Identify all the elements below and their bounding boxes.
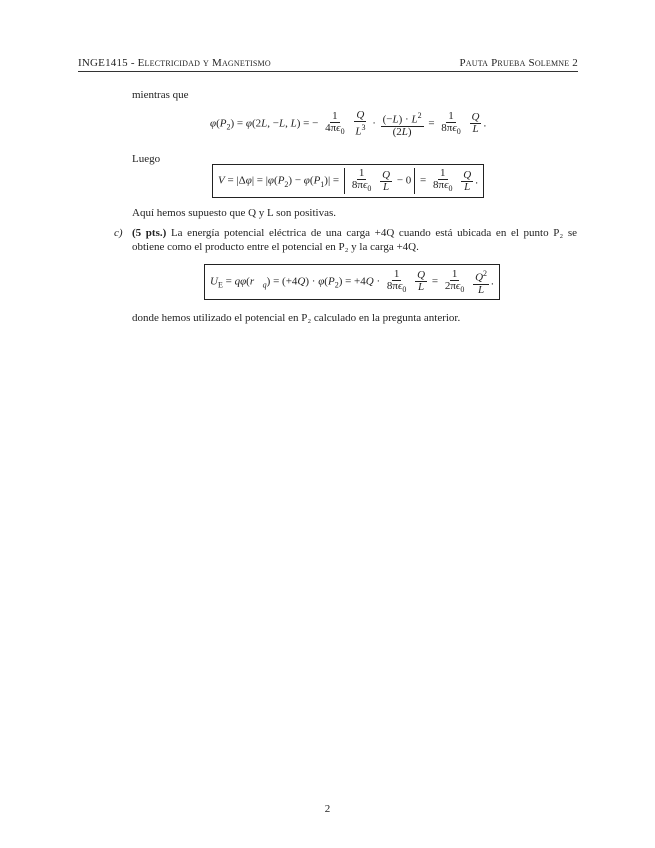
page-header [78, 57, 578, 72]
course-title: INGE1415 - Electricidad y Magnetismo [78, 57, 271, 69]
equation-phi-p2-text: $\varphi(P_2) = \varphi(2L$, −L, L) = − $\frac{1}{4\pi\epsilon_0}$ $\frac{Q}{L^3}$ · $\frac{(-L) \cdot L^2}{(2L)}$ = $\frac{1}{8\pi\epsilon_0}$ $\frac{Q}{L}$ . [210, 109, 487, 138]
closing-text: donde hemos utilizado el potencial en P₂ calculado en la pregunta anterior. [132, 312, 461, 324]
equation-energy-box [204, 264, 500, 300]
document-title: Pauta Prueba Solemne 2 [459, 57, 578, 69]
item-c [114, 226, 577, 254]
equation-voltage-box [212, 164, 484, 198]
item-c-points: (5 pts.) [132, 227, 167, 239]
equation-phi-p2 [210, 110, 486, 138]
intro-text: mientras que [132, 89, 189, 101]
equation-voltage-text: $V = |\Delta\varphi| = |\varphi(P_2) - \varphi(P_1)|$ = $\frac{1}{8\pi\epsilon_0}$ $\frac{Q}{L}$ − 0 = $\frac{1}{8\pi\epsilon_0}$ $\frac{Q}{L}$ . [218, 167, 478, 194]
luego-text: Luego [132, 153, 161, 165]
assumption-text: Aquí hemos supuesto que Q y L son positivas. [132, 207, 336, 219]
equation-energy-text: $U_E$ = $q\varphi(r⃗_q) = (+4Q) \cdot \varphi(P_2) = +4Q$ · $\frac{1}{8\pi\epsilon_0}$ $\frac{Q}{L}$ = $\frac{1}{2\pi\epsilon_0}$ $\frac{Q^2}{L}$ . [210, 267, 494, 296]
item-c-label: c) [114, 227, 123, 239]
item-c-text: La energía potencial eléctrica de una carga +4Q cuando está ubicada en el punto P₂ se obtiene como el producto entre el potencial en P₂ y la carga +4Q. [132, 227, 578, 253]
page-number: 2 [324, 803, 331, 815]
